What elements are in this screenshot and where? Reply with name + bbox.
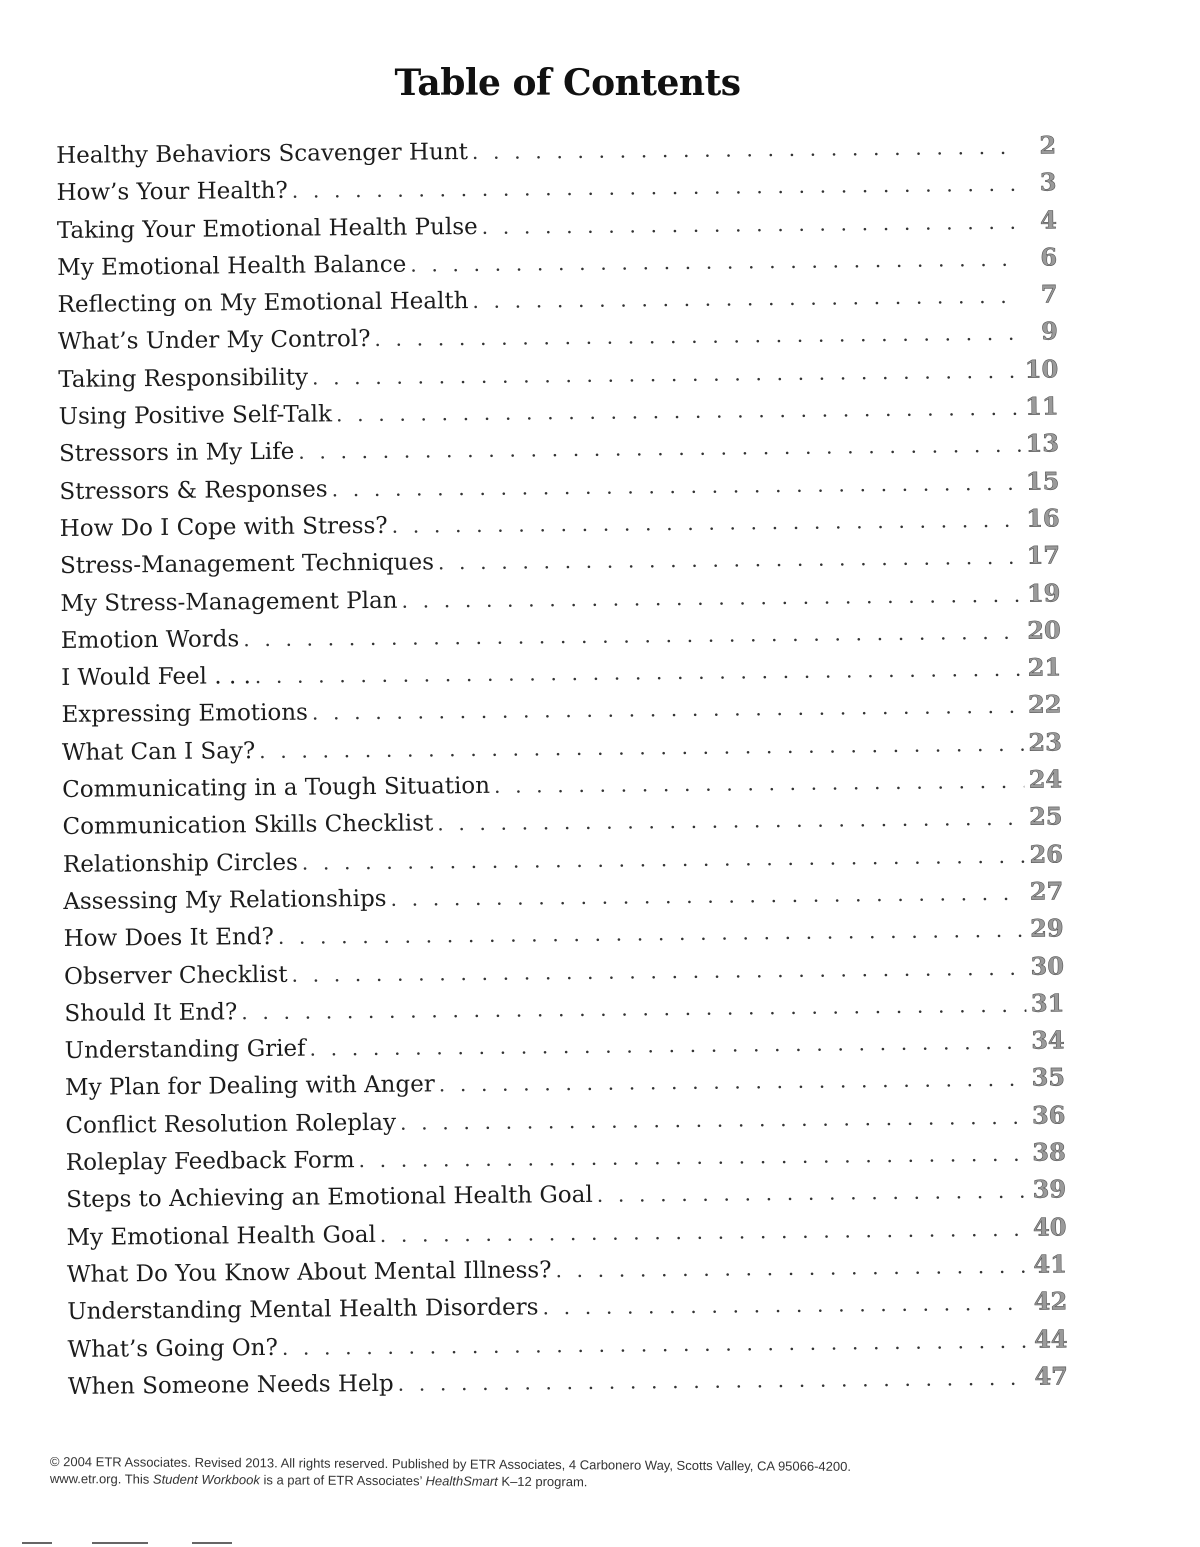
toc-entry-title: How Does It End? (63, 924, 275, 953)
toc-entry-title: Conflict Resolution Roleplay (65, 1109, 397, 1139)
scan-artifacts (0, 1542, 1200, 1545)
toc-entry-page-number: 26 (1029, 839, 1064, 869)
toc-leader-dots (482, 209, 1019, 238)
toc-entry-page-number: 44 (1034, 1323, 1068, 1354)
toc-leader-dots (392, 508, 1022, 538)
footer-program-name: HealthSmart (425, 1473, 498, 1489)
toc-leader-dots (437, 806, 1025, 836)
toc-entry-title: My Stress-Management Plan (60, 587, 398, 617)
toc-entry-page-number: 13 (1025, 428, 1060, 459)
footer-line-2-text-b: is a part of ETR Associates’ (259, 1472, 426, 1489)
toc-entry-title: Stress-Management Techniques (59, 549, 435, 580)
toc-entry-page-number: 34 (1031, 1025, 1065, 1055)
toc-leader-dots (472, 135, 1018, 164)
toc-entry-page-number: 20 (1027, 615, 1061, 645)
toc-leader-dots (494, 769, 1024, 798)
toc-entry-page-number: 35 (1031, 1062, 1066, 1093)
toc-entry-title: What Can I Say? (61, 737, 256, 766)
footer-line-2-text-c: K–12 program. (497, 1473, 588, 1490)
toc-leader-dots (243, 620, 1023, 651)
toc-entry-page-number: 38 (1032, 1137, 1066, 1167)
toc-entry-title: Reflecting on My Emotional Health (57, 288, 469, 319)
scan-mark (192, 1542, 232, 1544)
toc-entry-title: Taking Your Emotional Health Pulse (56, 213, 478, 244)
toc-entry-title: Using Positive Self-Talk (58, 401, 333, 431)
toc-leader-dots (400, 1104, 1028, 1134)
toc-entry-page-number: 7 (1040, 279, 1058, 309)
toc-entry-page-number: 23 (1028, 727, 1062, 757)
toc-entry-page-number: 10 (1024, 354, 1059, 384)
toc-entry-page-number: 47 (1034, 1361, 1069, 1391)
toc-leader-dots (332, 470, 1022, 501)
toc-entry-title: Observer Checklist (63, 961, 288, 990)
toc-entry-page-number: 36 (1031, 1100, 1066, 1130)
toc-leader-dots (282, 1328, 1030, 1359)
toc-entry-page-number: 21 (1027, 652, 1062, 682)
toc-entry-title: Healthy Behaviors Scavenger Hunt (56, 139, 469, 169)
toc-entry-title: What’s Going On? (67, 1334, 278, 1363)
toc-entry-title: Understanding Mental Health Disorders (67, 1294, 539, 1326)
toc-entry-page-number: 17 (1026, 540, 1061, 570)
toc-entry-page-number: 24 (1028, 764, 1063, 794)
toc-entry-page-number: 16 (1026, 503, 1060, 533)
toc-entry-title: Expressing Emotions (61, 700, 309, 729)
toc-entry-page-number: 40 (1032, 1211, 1067, 1242)
toc-entry-page-number: 31 (1030, 988, 1065, 1018)
toc-leader-dots (597, 1179, 1029, 1207)
toc-entry-page-number: 29 (1030, 913, 1064, 943)
toc-entry-page-number: 2 (1039, 130, 1057, 160)
toc-entry-title: Should It End? (64, 999, 238, 1027)
toc-entry-title: Assessing My Relationships (63, 885, 387, 915)
toc-leader-dots (374, 321, 1020, 351)
toc-entry-page-number: 39 (1032, 1174, 1067, 1204)
toc-leader-dots (410, 247, 1019, 277)
toc-leader-dots (291, 955, 1026, 986)
toc-entry-page-number: 25 (1028, 801, 1063, 832)
toc-entry-title: What Do You Know About Mental Illness? (66, 1257, 552, 1288)
toc-entry-page-number: 4 (1039, 204, 1057, 235)
toc-entry-title: Stressors & Responses (59, 476, 328, 505)
toc-leader-dots (390, 881, 1025, 911)
toc-leader-dots (292, 172, 1019, 203)
toc-leader-dots (398, 1366, 1030, 1396)
toc-leader-dots (542, 1291, 1029, 1320)
toc-entry-page-number: 9 (1041, 316, 1059, 347)
toc-entry-title: How Do I Cope with Stress? (59, 512, 388, 542)
toc-entry-page-number: 6 (1040, 242, 1058, 272)
toc-entry-page-number: 41 (1033, 1249, 1067, 1279)
toc-leader-dots (259, 731, 1024, 762)
toc-leader-dots (302, 843, 1025, 874)
toc-leader-dots (401, 582, 1022, 612)
table-of-contents (56, 130, 1068, 1408)
toc-entry-title: Steps to Achieving an Emotional Health Goal (66, 1182, 593, 1214)
toc-leader-dots (255, 657, 1024, 688)
toc-entry-title: I Would Feel . . . (61, 663, 251, 692)
toc-entry-title: My Plan for Dealing with Anger (64, 1071, 435, 1102)
toc-entry-page-number: 3 (1039, 167, 1057, 197)
toc-entry-title: Stressors in My Life (58, 439, 295, 468)
toc-entry-title: Relationship Circles (62, 849, 298, 878)
toc-leader-dots (298, 433, 1021, 464)
toc-leader-dots (555, 1254, 1029, 1283)
toc-entry-page-number: 27 (1029, 876, 1064, 906)
scan-mark (22, 1542, 52, 1544)
toc-leader-dots (438, 545, 1022, 575)
toc-leader-dots (439, 1067, 1028, 1097)
toc-entry-page-number: 11 (1025, 391, 1059, 421)
toc-leader-dots (312, 359, 1020, 390)
toc-entry-title: How’s Your Health? (56, 178, 288, 207)
toc-entry-title: What’s Under My Control? (57, 326, 371, 356)
toc-leader-dots (472, 284, 1019, 313)
toc-entry-title: Emotion Words (60, 626, 240, 654)
toc-entry-title: Communicating in a Tough Situation (62, 772, 491, 804)
toc-entry-title: Understanding Grief (64, 1035, 306, 1065)
copyright-footer (50, 1453, 1050, 1493)
toc-leader-dots (241, 993, 1026, 1025)
toc-entry-title: Taking Responsibility (58, 364, 309, 393)
toc-entry-title: Roleplay Feedback Form (65, 1147, 355, 1176)
toc-leader-dots (278, 918, 1026, 949)
toc-entry-page-number: 19 (1026, 577, 1061, 608)
toc-leader-dots (336, 396, 1021, 427)
toc-entry-page-number: 15 (1025, 466, 1060, 496)
toc-entry-title: My Emotional Health Goal (66, 1221, 376, 1251)
toc-leader-dots (358, 1142, 1027, 1172)
toc-entry-page-number: 30 (1030, 950, 1065, 981)
footer-line-2-text-a: www.etr.org. This (49, 1470, 153, 1487)
toc-leader-dots (380, 1216, 1029, 1246)
toc-leader-dots (309, 1030, 1026, 1061)
toc-entry-title: My Emotional Health Balance (57, 251, 407, 281)
toc-entry-title: Communication Skills Checklist (62, 810, 434, 841)
footer-line-1: © 2004 ETR Associates. Revised 2013. All rights reserved. Published by ETR Associates, 4 Carbonero Way, Scotts Valley, CA 95066-4200. (49, 1454, 852, 1474)
toc-leader-dots (312, 694, 1024, 725)
page-title: Table of Contents (394, 62, 741, 104)
footer-workbook-name: Student Workbook (152, 1471, 260, 1488)
toc-entry-page-number: 22 (1027, 689, 1062, 720)
toc-entry-title: When Someone Needs Help (67, 1370, 394, 1400)
scan-mark (92, 1542, 148, 1544)
toc-entry-page-number: 42 (1033, 1286, 1068, 1316)
